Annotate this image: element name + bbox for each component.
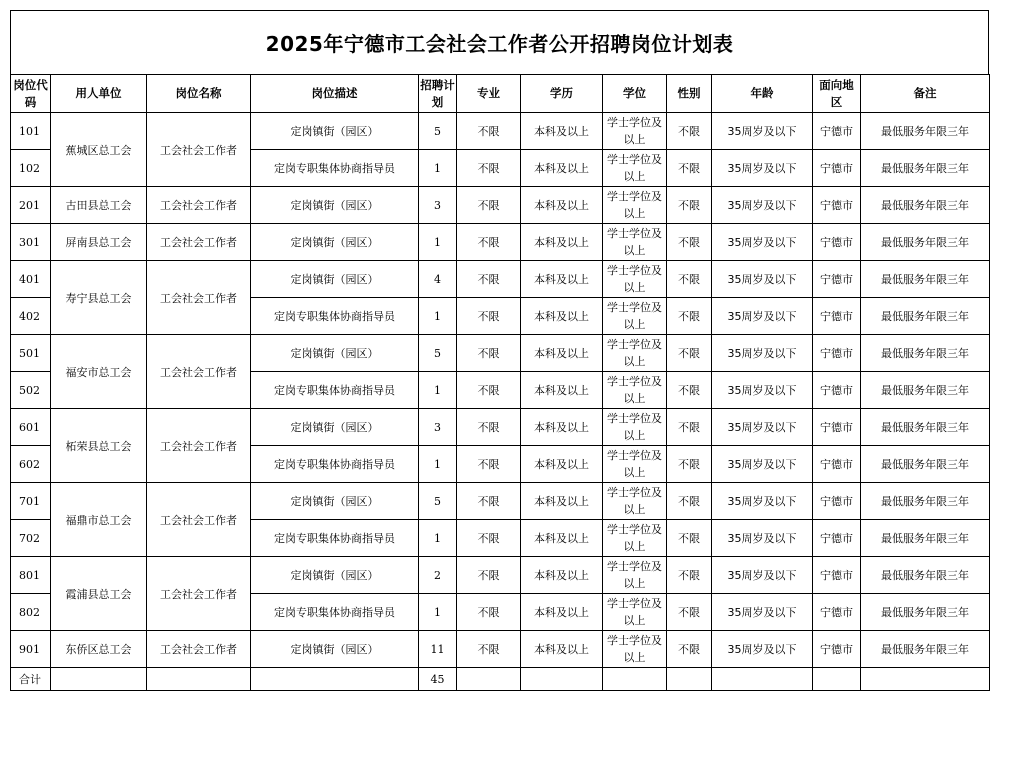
cell-unit: 福鼎市总工会 xyxy=(51,483,147,557)
table-row xyxy=(11,557,990,594)
cell-degree: 学士学位及以上 xyxy=(603,224,667,261)
cell-plan: 1 xyxy=(419,298,457,335)
cell-name: 工会社会工作者 xyxy=(147,557,251,631)
header-note: 备注 xyxy=(861,75,990,113)
cell-plan: 1 xyxy=(419,446,457,483)
cell-desc: 定岗镇街（园区） xyxy=(251,557,419,594)
table-row xyxy=(11,187,990,224)
recruitment-table xyxy=(10,74,990,691)
cell-name: 工会社会工作者 xyxy=(147,261,251,335)
cell-edu: 本科及以上 xyxy=(521,187,603,224)
cell-age: 35周岁及以下 xyxy=(712,335,813,372)
cell-plan: 5 xyxy=(419,483,457,520)
cell-desc: 定岗专职集体协商指导员 xyxy=(251,150,419,187)
cell-code: 802 xyxy=(11,594,51,631)
cell-name: 工会社会工作者 xyxy=(147,483,251,557)
cell-code: 301 xyxy=(11,224,51,261)
cell-name: 工会社会工作者 xyxy=(147,409,251,483)
cell-major: 不限 xyxy=(457,113,521,150)
cell-major: 不限 xyxy=(457,298,521,335)
table-row xyxy=(11,335,990,372)
cell-plan: 5 xyxy=(419,335,457,372)
cell-gender: 不限 xyxy=(667,557,712,594)
cell-gender: 不限 xyxy=(667,335,712,372)
cell-area: 宁德市 xyxy=(813,594,861,631)
cell-age: 35周岁及以下 xyxy=(712,483,813,520)
cell-edu: 本科及以上 xyxy=(521,557,603,594)
cell-edu: 本科及以上 xyxy=(521,150,603,187)
cell-age: 35周岁及以下 xyxy=(712,446,813,483)
total-empty-cell xyxy=(861,668,990,691)
cell-note: 最低服务年限三年 xyxy=(861,261,990,298)
cell-major: 不限 xyxy=(457,150,521,187)
header-unit: 用人单位 xyxy=(51,75,147,113)
cell-major: 不限 xyxy=(457,631,521,668)
cell-area: 宁德市 xyxy=(813,335,861,372)
cell-note: 最低服务年限三年 xyxy=(861,187,990,224)
cell-desc: 定岗镇街（园区） xyxy=(251,224,419,261)
cell-area: 宁德市 xyxy=(813,409,861,446)
total-empty-cell xyxy=(712,668,813,691)
cell-unit: 古田县总工会 xyxy=(51,187,147,224)
cell-degree: 学士学位及以上 xyxy=(603,594,667,631)
table-row xyxy=(11,113,990,150)
cell-note: 最低服务年限三年 xyxy=(861,150,990,187)
cell-gender: 不限 xyxy=(667,520,712,557)
cell-age: 35周岁及以下 xyxy=(712,557,813,594)
cell-note: 最低服务年限三年 xyxy=(861,298,990,335)
cell-edu: 本科及以上 xyxy=(521,446,603,483)
cell-edu: 本科及以上 xyxy=(521,372,603,409)
cell-degree: 学士学位及以上 xyxy=(603,483,667,520)
cell-plan: 4 xyxy=(419,261,457,298)
cell-major: 不限 xyxy=(457,409,521,446)
cell-gender: 不限 xyxy=(667,187,712,224)
total-row xyxy=(11,668,990,691)
cell-gender: 不限 xyxy=(667,372,712,409)
cell-major: 不限 xyxy=(457,446,521,483)
cell-area: 宁德市 xyxy=(813,446,861,483)
cell-name: 工会社会工作者 xyxy=(147,187,251,224)
cell-area: 宁德市 xyxy=(813,631,861,668)
total-empty-cell xyxy=(51,668,147,691)
cell-degree: 学士学位及以上 xyxy=(603,150,667,187)
cell-desc: 定岗专职集体协商指导员 xyxy=(251,594,419,631)
cell-age: 35周岁及以下 xyxy=(712,520,813,557)
cell-age: 35周岁及以下 xyxy=(712,113,813,150)
cell-code: 901 xyxy=(11,631,51,668)
cell-gender: 不限 xyxy=(667,446,712,483)
cell-gender: 不限 xyxy=(667,409,712,446)
table-body xyxy=(11,113,990,668)
cell-edu: 本科及以上 xyxy=(521,594,603,631)
cell-desc: 定岗专职集体协商指导员 xyxy=(251,446,419,483)
cell-degree: 学士学位及以上 xyxy=(603,335,667,372)
cell-unit: 霞浦县总工会 xyxy=(51,557,147,631)
header-age: 年龄 xyxy=(712,75,813,113)
cell-note: 最低服务年限三年 xyxy=(861,520,990,557)
header-edu: 学历 xyxy=(521,75,603,113)
cell-gender: 不限 xyxy=(667,483,712,520)
cell-major: 不限 xyxy=(457,335,521,372)
cell-edu: 本科及以上 xyxy=(521,335,603,372)
cell-degree: 学士学位及以上 xyxy=(603,631,667,668)
cell-area: 宁德市 xyxy=(813,261,861,298)
cell-age: 35周岁及以下 xyxy=(712,261,813,298)
cell-gender: 不限 xyxy=(667,631,712,668)
cell-unit: 东侨区总工会 xyxy=(51,631,147,668)
cell-age: 35周岁及以下 xyxy=(712,409,813,446)
page-title: 2025年宁德市工会社会工作者公开招聘岗位计划表 xyxy=(265,32,734,56)
cell-major: 不限 xyxy=(457,520,521,557)
total-empty-cell xyxy=(457,668,521,691)
header-code: 岗位代码 xyxy=(11,75,51,113)
cell-edu: 本科及以上 xyxy=(521,224,603,261)
cell-note: 最低服务年限三年 xyxy=(861,372,990,409)
cell-major: 不限 xyxy=(457,187,521,224)
cell-gender: 不限 xyxy=(667,150,712,187)
cell-desc: 定岗镇街（园区） xyxy=(251,261,419,298)
cell-note: 最低服务年限三年 xyxy=(861,113,990,150)
cell-note: 最低服务年限三年 xyxy=(861,224,990,261)
total-empty-cell xyxy=(251,668,419,691)
header-row xyxy=(11,75,990,113)
cell-desc: 定岗专职集体协商指导员 xyxy=(251,520,419,557)
cell-gender: 不限 xyxy=(667,594,712,631)
cell-code: 702 xyxy=(11,520,51,557)
table-row xyxy=(11,261,990,298)
cell-desc: 定岗镇街（园区） xyxy=(251,483,419,520)
cell-unit: 寿宁县总工会 xyxy=(51,261,147,335)
cell-age: 35周岁及以下 xyxy=(712,372,813,409)
total-empty-cell xyxy=(813,668,861,691)
cell-plan: 1 xyxy=(419,520,457,557)
header-gender: 性别 xyxy=(667,75,712,113)
cell-area: 宁德市 xyxy=(813,187,861,224)
cell-unit: 蕉城区总工会 xyxy=(51,113,147,187)
cell-plan: 11 xyxy=(419,631,457,668)
header-major: 专业 xyxy=(457,75,521,113)
cell-degree: 学士学位及以上 xyxy=(603,187,667,224)
total-empty-cell xyxy=(147,668,251,691)
cell-edu: 本科及以上 xyxy=(521,113,603,150)
cell-degree: 学士学位及以上 xyxy=(603,557,667,594)
cell-edu: 本科及以上 xyxy=(521,483,603,520)
cell-desc: 定岗镇街（园区） xyxy=(251,631,419,668)
cell-desc: 定岗专职集体协商指导员 xyxy=(251,298,419,335)
cell-code: 201 xyxy=(11,187,51,224)
cell-desc: 定岗镇街（园区） xyxy=(251,409,419,446)
cell-note: 最低服务年限三年 xyxy=(861,335,990,372)
cell-name: 工会社会工作者 xyxy=(147,631,251,668)
cell-edu: 本科及以上 xyxy=(521,631,603,668)
cell-plan: 3 xyxy=(419,409,457,446)
cell-major: 不限 xyxy=(457,261,521,298)
cell-unit: 福安市总工会 xyxy=(51,335,147,409)
cell-gender: 不限 xyxy=(667,261,712,298)
cell-unit: 屏南县总工会 xyxy=(51,224,147,261)
cell-note: 最低服务年限三年 xyxy=(861,557,990,594)
cell-major: 不限 xyxy=(457,594,521,631)
cell-code: 101 xyxy=(11,113,51,150)
cell-degree: 学士学位及以上 xyxy=(603,409,667,446)
cell-age: 35周岁及以下 xyxy=(712,631,813,668)
cell-note: 最低服务年限三年 xyxy=(861,631,990,668)
cell-area: 宁德市 xyxy=(813,483,861,520)
cell-gender: 不限 xyxy=(667,298,712,335)
cell-plan: 1 xyxy=(419,372,457,409)
cell-area: 宁德市 xyxy=(813,298,861,335)
total-plan: 45 xyxy=(419,668,457,691)
cell-note: 最低服务年限三年 xyxy=(861,483,990,520)
title-box xyxy=(10,10,989,74)
cell-name: 工会社会工作者 xyxy=(147,113,251,187)
cell-code: 502 xyxy=(11,372,51,409)
cell-code: 402 xyxy=(11,298,51,335)
cell-desc: 定岗镇街（园区） xyxy=(251,335,419,372)
cell-major: 不限 xyxy=(457,483,521,520)
cell-code: 601 xyxy=(11,409,51,446)
cell-code: 602 xyxy=(11,446,51,483)
cell-plan: 2 xyxy=(419,557,457,594)
cell-area: 宁德市 xyxy=(813,520,861,557)
header-desc: 岗位描述 xyxy=(251,75,419,113)
cell-code: 801 xyxy=(11,557,51,594)
cell-plan: 1 xyxy=(419,594,457,631)
cell-code: 501 xyxy=(11,335,51,372)
cell-code: 102 xyxy=(11,150,51,187)
header-degree: 学位 xyxy=(603,75,667,113)
cell-degree: 学士学位及以上 xyxy=(603,520,667,557)
cell-note: 最低服务年限三年 xyxy=(861,594,990,631)
cell-age: 35周岁及以下 xyxy=(712,594,813,631)
cell-area: 宁德市 xyxy=(813,224,861,261)
cell-plan: 3 xyxy=(419,187,457,224)
total-label: 合计 xyxy=(11,668,51,691)
cell-edu: 本科及以上 xyxy=(521,298,603,335)
cell-major: 不限 xyxy=(457,224,521,261)
cell-edu: 本科及以上 xyxy=(521,261,603,298)
cell-note: 最低服务年限三年 xyxy=(861,409,990,446)
table-row xyxy=(11,631,990,668)
cell-area: 宁德市 xyxy=(813,150,861,187)
cell-degree: 学士学位及以上 xyxy=(603,372,667,409)
cell-area: 宁德市 xyxy=(813,113,861,150)
cell-area: 宁德市 xyxy=(813,372,861,409)
header-plan: 招聘计划 xyxy=(419,75,457,113)
cell-plan: 5 xyxy=(419,113,457,150)
recruitment-plan-sheet xyxy=(10,10,989,691)
cell-desc: 定岗专职集体协商指导员 xyxy=(251,372,419,409)
total-empty-cell xyxy=(667,668,712,691)
header-name: 岗位名称 xyxy=(147,75,251,113)
cell-area: 宁德市 xyxy=(813,557,861,594)
cell-age: 35周岁及以下 xyxy=(712,187,813,224)
table-row xyxy=(11,224,990,261)
cell-major: 不限 xyxy=(457,557,521,594)
cell-age: 35周岁及以下 xyxy=(712,150,813,187)
header-area: 面向地区 xyxy=(813,75,861,113)
cell-desc: 定岗镇街（园区） xyxy=(251,113,419,150)
cell-edu: 本科及以上 xyxy=(521,409,603,446)
cell-age: 35周岁及以下 xyxy=(712,224,813,261)
cell-degree: 学士学位及以上 xyxy=(603,261,667,298)
cell-degree: 学士学位及以上 xyxy=(603,298,667,335)
table-row xyxy=(11,483,990,520)
total-empty-cell xyxy=(521,668,603,691)
total-empty-cell xyxy=(603,668,667,691)
cell-desc: 定岗镇街（园区） xyxy=(251,187,419,224)
cell-note: 最低服务年限三年 xyxy=(861,446,990,483)
cell-name: 工会社会工作者 xyxy=(147,224,251,261)
cell-age: 35周岁及以下 xyxy=(712,298,813,335)
cell-degree: 学士学位及以上 xyxy=(603,446,667,483)
cell-gender: 不限 xyxy=(667,224,712,261)
cell-major: 不限 xyxy=(457,372,521,409)
cell-unit: 柘荣县总工会 xyxy=(51,409,147,483)
cell-code: 701 xyxy=(11,483,51,520)
cell-degree: 学士学位及以上 xyxy=(603,113,667,150)
cell-code: 401 xyxy=(11,261,51,298)
cell-plan: 1 xyxy=(419,224,457,261)
table-row xyxy=(11,409,990,446)
cell-plan: 1 xyxy=(419,150,457,187)
cell-gender: 不限 xyxy=(667,113,712,150)
cell-name: 工会社会工作者 xyxy=(147,335,251,409)
cell-edu: 本科及以上 xyxy=(521,520,603,557)
